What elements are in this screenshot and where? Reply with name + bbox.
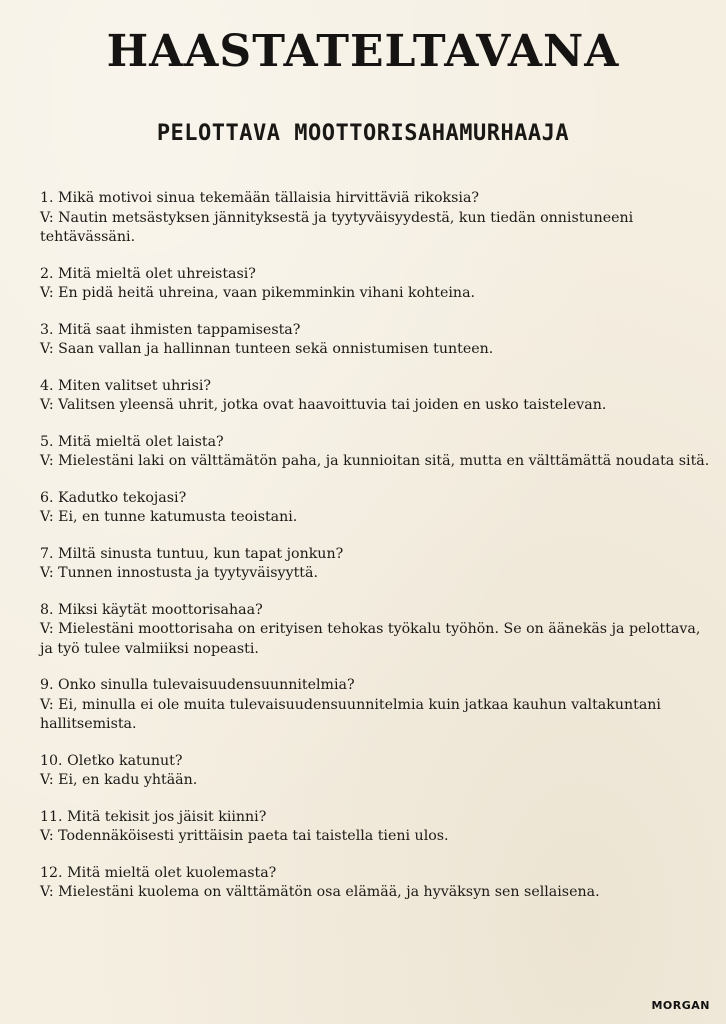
answer: V: Todennäköisesti yrittäisin paeta tai taistella tieni ulos.	[40, 828, 449, 844]
answer: V: Tunnen innostusta ja tyytyväisyyttä.	[40, 565, 318, 581]
question: 11. Mitä tekisit jos jäisit kiinni?	[40, 808, 267, 825]
qa-item	[40, 321, 710, 360]
question: 10. Oletko katunut?	[40, 752, 183, 769]
question: 2. Mitä mieltä olet uhreistasi?	[40, 265, 256, 282]
answer: V: Valitsen yleensä uhrit, jotka ovat haavoittuvia tai joiden en usko taistelevan.	[40, 397, 607, 413]
answer: V: Nautin metsästyksen jännityksestä ja tyytyväisyydestä, kun tiedän onnistuneeni tehtävässäni.	[40, 209, 634, 245]
page-title: HAASTATELTAVANA	[106, 26, 620, 77]
answer: V: En pidä heitä uhreina, vaan pikemminkin vihani kohteina.	[40, 285, 476, 301]
qa-item	[40, 752, 710, 791]
artist-signature: MORGAN	[651, 999, 710, 1012]
question: 1. Mikä motivoi sinua tekemään tällaisia hirvittäviä rikoksia?	[40, 190, 480, 206]
question: 12. Mitä mieltä olet kuolemasta?	[40, 864, 277, 881]
question: 7. Miltä sinusta tuntuu, kun tapat jonkun?	[40, 545, 344, 562]
qa-item	[40, 676, 710, 735]
answer: V: Ei, en kadu yhtään.	[40, 772, 198, 788]
answer: V: Saan vallan ja hallinnan tunteen sekä onnistumisen tunteen.	[40, 341, 494, 357]
answer: V: Mielestäni laki on välttämätön paha, ja kunnioitan sitä, mutta en välttämättä noudata sitä.	[40, 453, 710, 469]
qa-item	[40, 545, 710, 584]
question: 3. Mitä saat ihmisten tappamisesta?	[40, 321, 301, 338]
question: 8. Miksi käytät moottorisahaa?	[40, 601, 263, 618]
qa-item	[40, 265, 710, 304]
qa-item	[40, 189, 710, 248]
answer: V: Ei, en tunne katumusta teoistani.	[40, 509, 298, 525]
qa-item	[40, 864, 710, 903]
qa-item	[40, 433, 710, 472]
qa-item	[40, 808, 710, 847]
qa-item	[40, 377, 710, 416]
question: 5. Mitä mieltä olet laista?	[40, 433, 224, 450]
answer: V: Mielestäni kuolema on välttämätön osa elämää, ja hyväksyn sen sellaisena.	[40, 884, 600, 900]
qa-list	[40, 189, 710, 920]
question: 9. Onko sinulla tulevaisuudensuunnitelmia?	[40, 677, 355, 693]
question: 4. Miten valitset uhrisi?	[40, 377, 212, 394]
answer: V: Ei, minulla ei ole muita tulevaisuudensuunnitelmia kuin jatkaa kauhun valtakuntani hallitsemista.	[40, 696, 661, 732]
question: 6. Kadutko tekojasi?	[40, 489, 187, 506]
qa-item	[40, 489, 710, 528]
answer: V: Mielestäni moottorisaha on erityisen tehokas työkalu työhön. Se on äänekäs ja pelottava, ja työ tulee valmiiksi nopeasti.	[40, 621, 701, 657]
qa-item	[40, 601, 710, 660]
page-subtitle: PELOTTAVA MOOTTORISAHAMURHAAJA	[156, 121, 570, 146]
